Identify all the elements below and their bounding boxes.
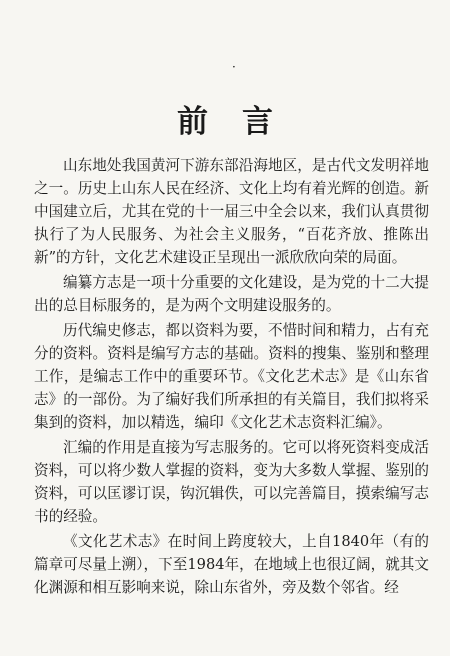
paragraph-2: 编纂方志是一项十分重要的文化建设，是为党的十二大提出的总目标服务的，是为两个文明建设服务的。 [34, 274, 429, 314]
page-title: 前言 [177, 104, 307, 140]
body-text [34, 154, 429, 601]
paragraph-1: 山东地处我国黄河下游东部沿海地区，是古代文发明祥地之一。历史上山东人民在经济、文化上均有着光辉的创造。新中国建立后，尤其在党的十一届三中全会以来，我们认真贯彻执行了为人民服务、为社会主义服务，“百花齐放、推陈出新”的方针，文化艺术建设正呈现出一派欣欣向荣的局面。 [34, 157, 429, 266]
paragraph-4: 汇编的作用是直接为写志服务的。它可以将死资料变成活资料，可以将少数人掌握的资料，变为大多数人掌握、鉴别的资料，可以匡谬订误，钩沉辑佚，可以完善篇目，摸索编写志书的经验。 [34, 439, 429, 525]
paragraph-3: 历代编史修志，都以资料为要，不惜时间和精力，占有充分的资料。资料是编写方志的基础。资料的搜集、鉴别和整理工作，是编志工作中的重要环节。《文化艺术志》是《山东省志》的一部份。为了编好我们所承担的有关篇目，我们拟将采集到的资料，加以精选，编印《文化艺术志资料汇编》。 [34, 322, 429, 431]
page-dot: · [232, 60, 236, 74]
paragraph-5: 《文化艺术志》在时间上跨度较大，上自1840年（有的篇章可尽量上溯），下至1984年，在地域上也很辽阔，就其文化渊源和相互影响来说，除山东省外，旁及数个邻省。经 [34, 533, 429, 596]
